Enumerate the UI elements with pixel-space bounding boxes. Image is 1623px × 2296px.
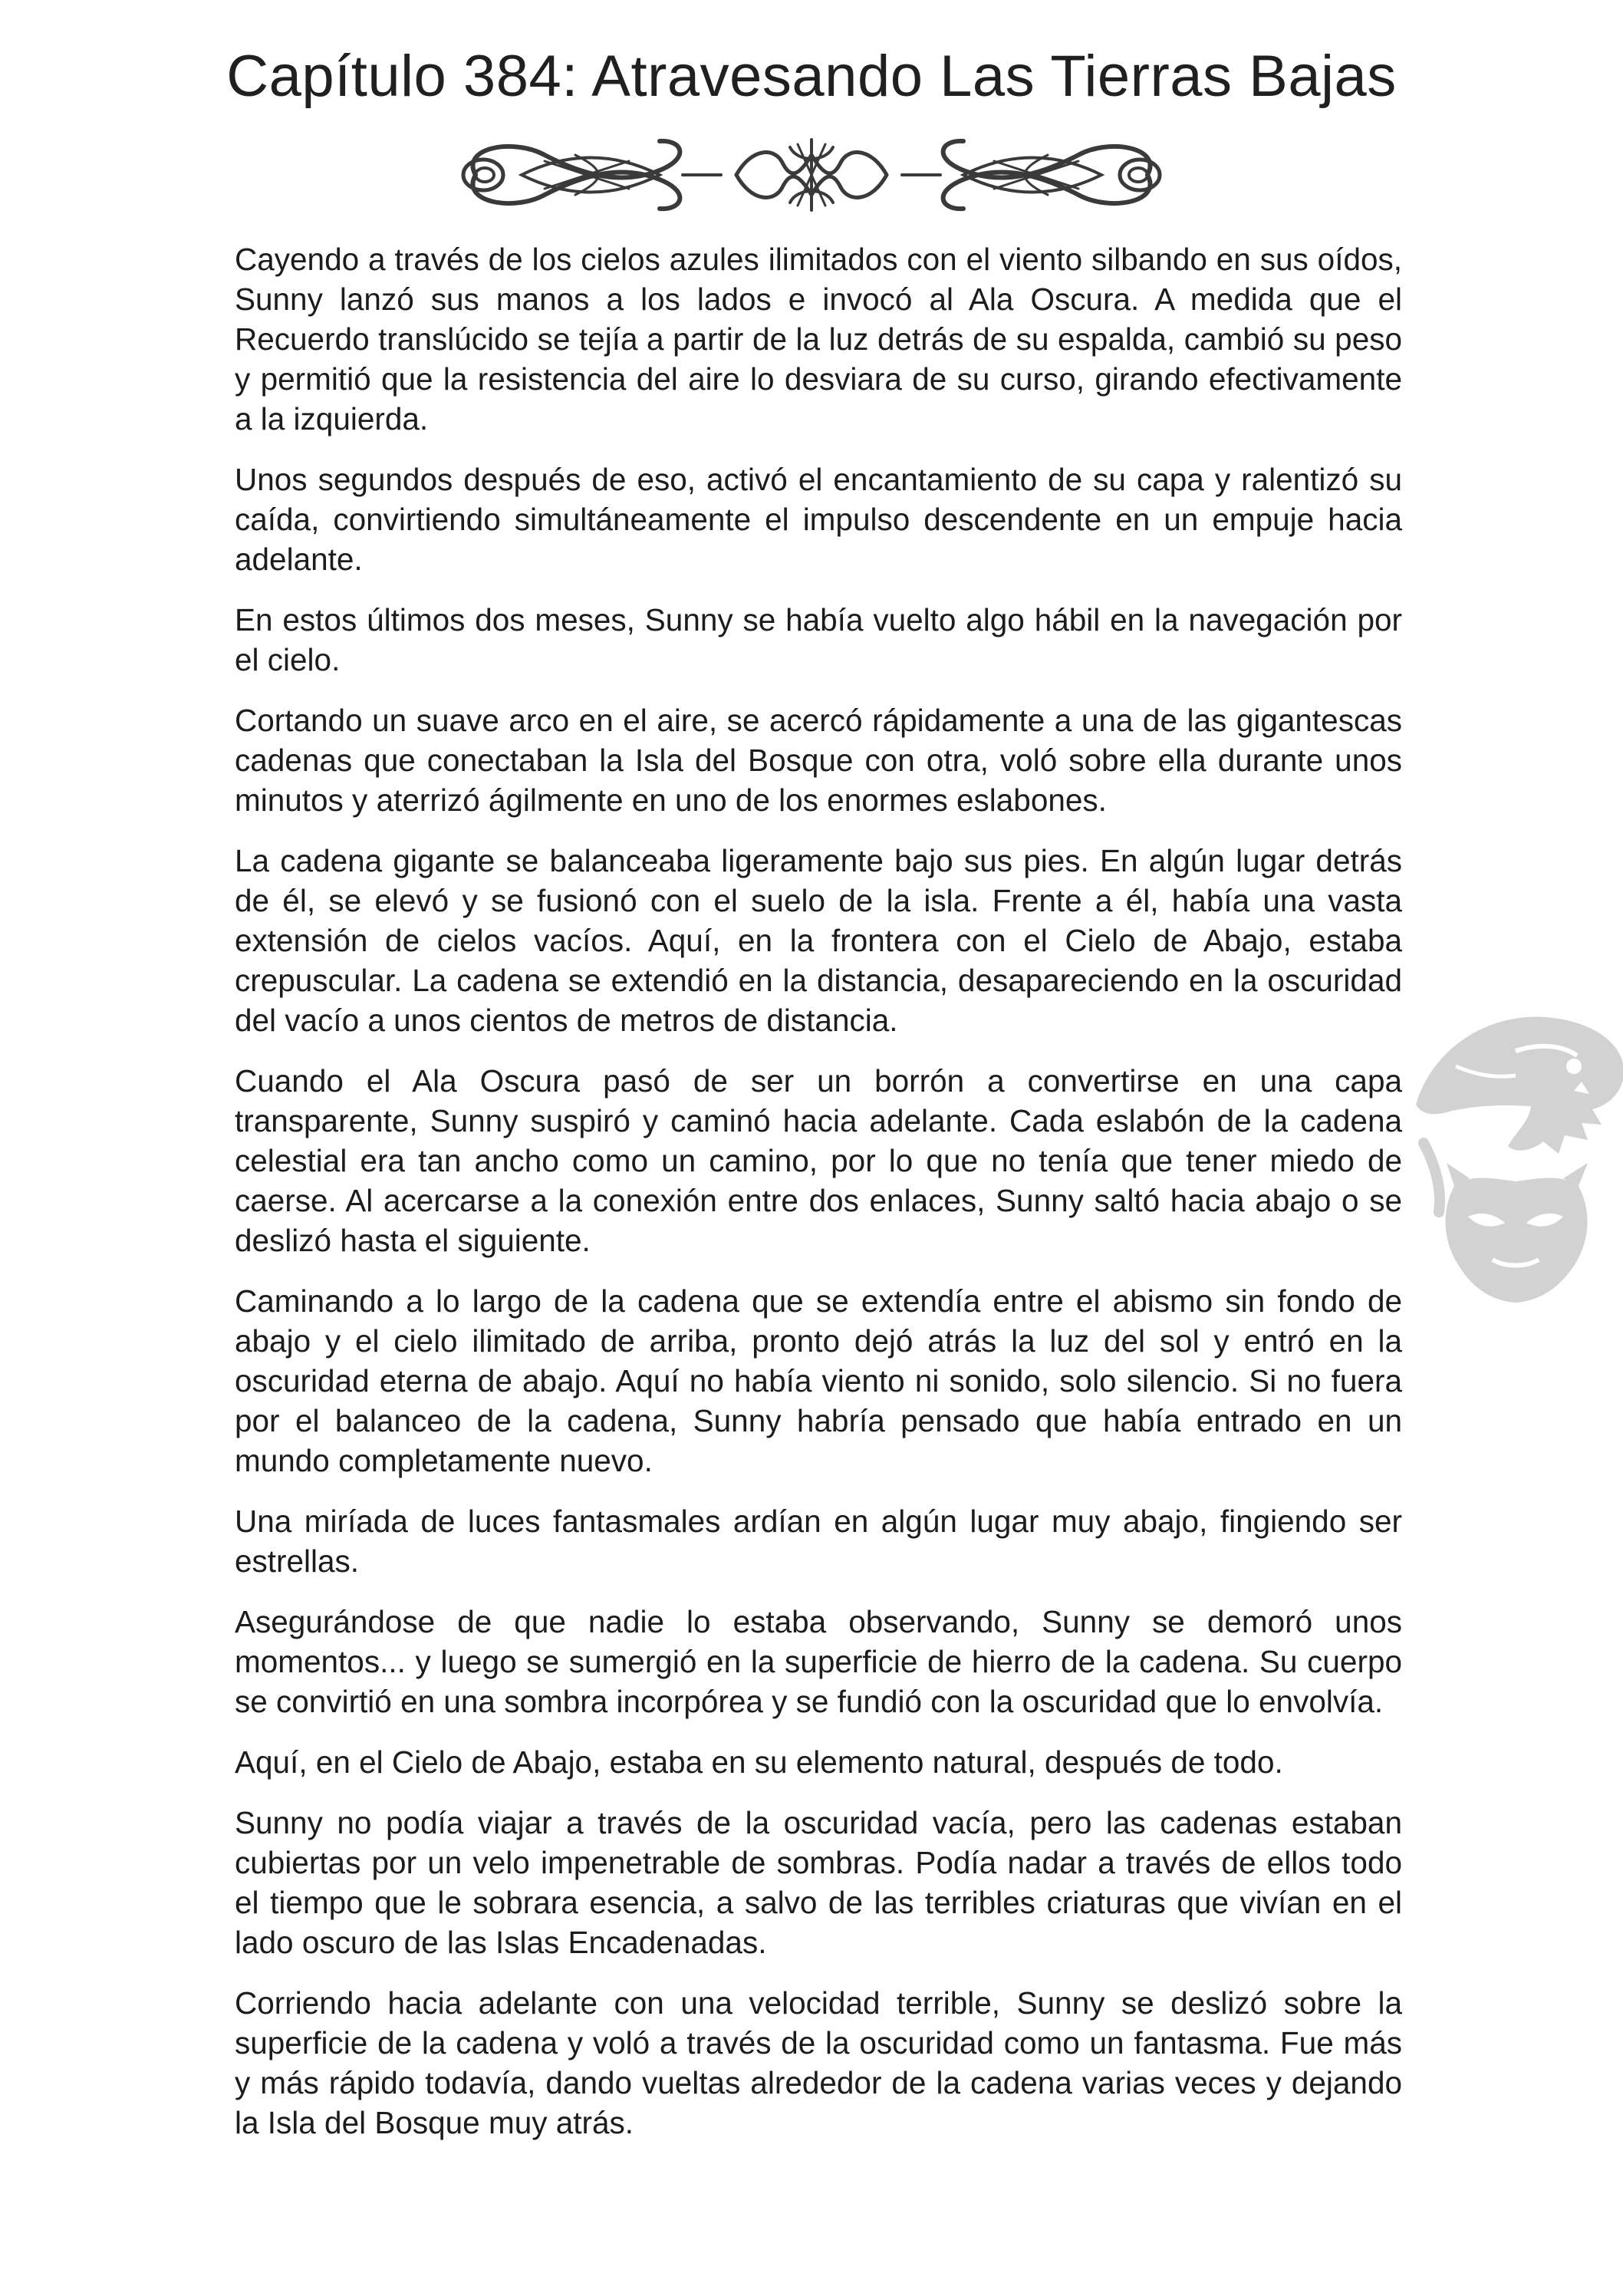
paragraph: Unos segundos después de eso, activó el encantamiento de su capa y ralentizó su caída, convirtiendo simultáneamente el impulso descendente en un empuje hacia adelante.: [235, 462, 1402, 577]
paragraph: Cayendo a través de los cielos azules ilimitados con el viento silbando en sus oídos, Sunny lanzó sus manos a los lados e invocó al Ala Oscura. A medida que el Recuerdo translúcido se tejía a partir de la luz detrás de su espalda, cambió su peso y permitió que la resistencia del aire lo desviara de su curso, girando efectivamente a la izquierda.: [235, 242, 1402, 436]
paragraph: Cortando un suave arco en el aire, se acercó rápidamente a una de las gigantescas cadenas que conectaban la Isla del Bosque con otra, voló sobre ella durante unos minutos y aterrizó ágilmente en uno de los enormes eslabones.: [235, 703, 1402, 818]
paragraph: La cadena gigante se balanceaba ligeramente bajo sus pies. En algún lugar detrás de él, se elevó y se fusionó con el suelo de la isla. Frente a él, había una vasta extensión de cielos vacíos. Aquí, en la frontera con el Cielo de Abajo, estaba crepuscular. La cadena se extendió en la distancia, desapareciendo en la oscuridad del vacío a unos cientos de metros de distancia.: [235, 843, 1402, 1038]
chapter-body: [235, 239, 1402, 2163]
paragraph: Sunny no podía viajar a través de la oscuridad vacía, pero las cadenas estaban cubiertas por un velo impenetrable de sombras. Podía nadar a través de ellos todo el tiempo que le sobrara esencia, a salvo de las terribles criaturas que vivían en el lado oscuro de las Islas Encadenadas.: [235, 1805, 1402, 1960]
paragraph: Cuando el Ala Oscura pasó de ser un borrón a convertirse en una capa transparente, Sunny suspiró y caminó hacia adelante. Cada eslabón de la cadena celestial era tan ancho como un camino, por lo que no tenía que tener miedo de caerse. Al acercarse a la conexión entre dos enlaces, Sunny saltó hacia abajo o se deslizó hasta el siguiente.: [235, 1063, 1402, 1258]
dinosaur-mask-watermark-icon: [1401, 990, 1623, 1312]
chapter-title: Capítulo 384: Atravesando Las Tierras Bajas: [226, 44, 1397, 109]
paragraph: Caminando a lo largo de la cadena que se extendía entre el abismo sin fondo de abajo y el cielo ilimitado de arriba, pronto dejó atrás la luz del sol y entró en la oscuridad eterna de abajo. Aquí no había viento ni sonido, solo silencio. Si no fuera por el balanceo de la cadena, Sunny habría pensado que había entrado en un mundo completamente nuevo.: [235, 1283, 1402, 1478]
paragraph: Corriendo hacia adelante con una velocidad terrible, Sunny se deslizó sobre la superficie de la cadena y voló a través de la oscuridad como un fantasma. Fue más y más rápido todavía, dando vueltas alrededor de la cadena varias veces y dejando la Isla del Bosque muy atrás.: [235, 1985, 1402, 2140]
paragraph: Una miríada de luces fantasmales ardían en algún lugar muy abajo, fingiendo ser estrellas.: [235, 1504, 1402, 1579]
paragraph: Asegurándose de que nadie lo estaba observando, Sunny se demoró unos momentos... y luego se sumergió en la superficie de hierro de la cadena. Su cuerpo se convirtió en una sombra incorpórea y se fundió con la oscuridad que lo envolvía.: [235, 1604, 1402, 1719]
paragraph: Aquí, en el Cielo de Abajo, estaba en su elemento natural, después de todo.: [235, 1744, 1283, 1780]
scroll-flourish-divider-icon: [430, 124, 1193, 226]
paragraph: En estos últimos dos meses, Sunny se había vuelto algo hábil en la navegación por el cielo.: [235, 602, 1402, 677]
